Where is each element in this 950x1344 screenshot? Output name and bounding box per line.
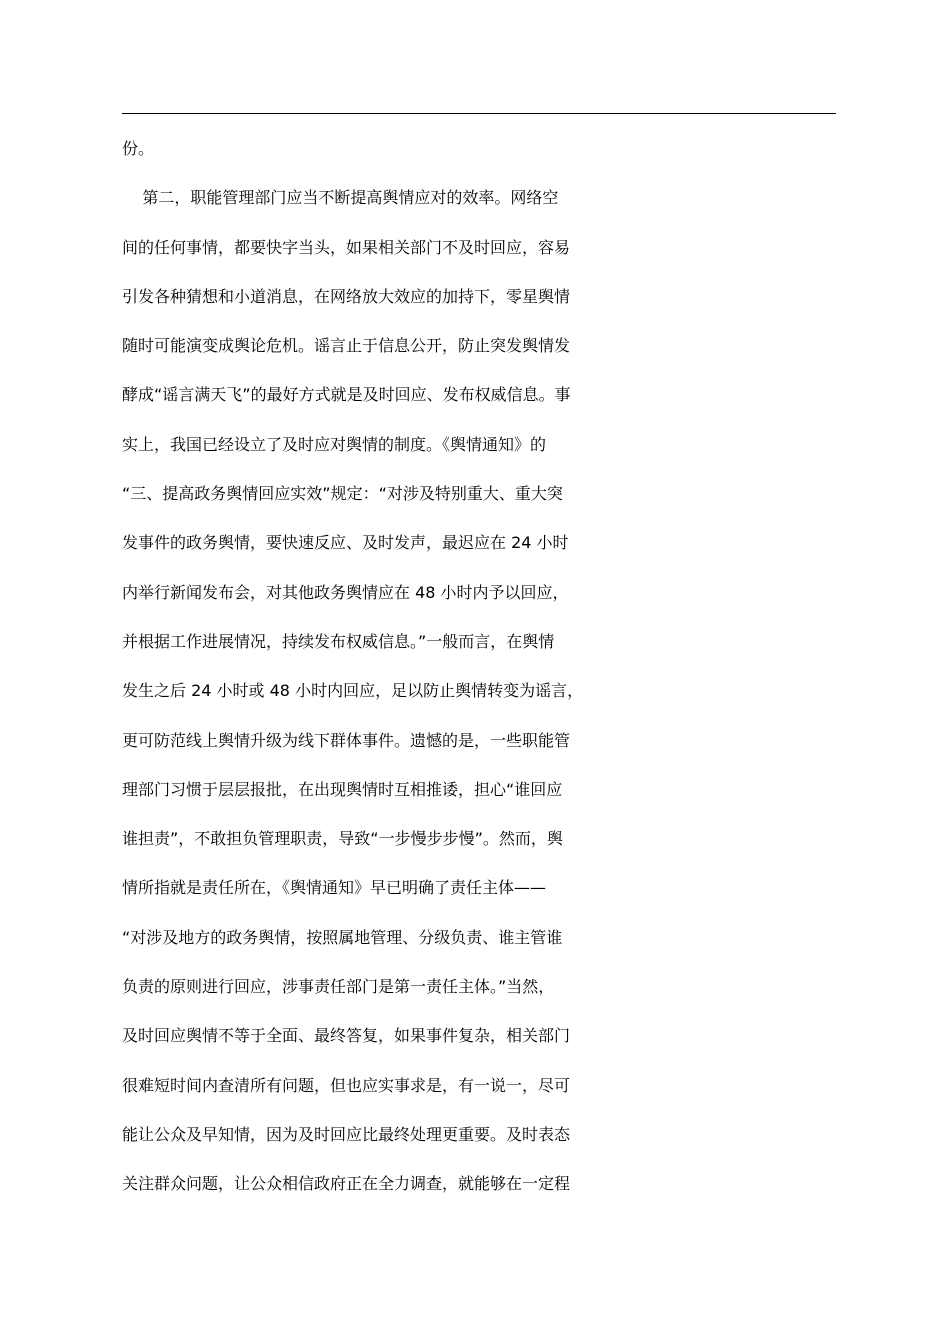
text-line: 实上，我国已经设立了及时应对舆情的制度。《舆情通知》的 [122,434,547,454]
text-line: 随时可能演变成舆论危机。谣言止于信息公开，防止突发舆情发 [122,336,571,356]
text-line: 并根据工作进展情况，持续发布权威信息。”一般而言，在舆情 [122,631,555,651]
text-line: 内举行新闻发布会，对其他政务舆情应在 48 小时内予以回应， [122,582,569,602]
body-text [122,124,842,1209]
text-line: 很难短时间内查清所有问题，但也应实事求是，有一说一，尽可 [122,1075,571,1095]
text-line: 理部门习惯于层层报批，在出现舆情时互相推诿，担心“谁回应 [122,779,563,799]
text-line: 份。 [122,139,155,158]
text-line: 引发各种猜想和小道消息，在网络放大效应的加持下，零星舆情 [122,286,571,306]
text-line: 更可防范线上舆情升级为线下群体事件。遗憾的是，一些职能管 [122,730,571,750]
text-line: 及时回应舆情不等于全面、最终答复，如果事件复杂，相关部门 [122,1026,571,1046]
text-line: 能让公众及早知情，因为及时回应比最终处理更重要。及时表态 [122,1124,571,1144]
header-rule [122,113,836,114]
text-line: 谁担责”，不敢担负管理职责，导致“一步慢步步慢”。然而，舆 [122,829,563,849]
text-line: 酵成“谣言满天飞”的最好方式就是及时回应、发布权威信息。事 [122,385,571,405]
text-line: “三、提高政务舆情回应实效”规定：“对涉及特别重大、重大突 [122,484,563,504]
text-line: 负责的原则进行回应，涉事责任部门是第一责任主体。”当然， [122,977,555,997]
text-line: 间的任何事情，都要快字当头，如果相关部门不及时回应，容易 [122,237,571,257]
text-line: 第二，职能管理部门应当不断提高舆情应对的效率。网络空 [122,188,559,208]
text-line: “对涉及地方的政务舆情，按照属地管理、分级负责、谁主管谁 [122,927,563,947]
text-line: 情所指就是责任所在，《舆情通知》早已明确了责任主体—— [122,878,547,898]
text-line: 发生之后 24 小时或 48 小时内回应，足以防止舆情转变为谣言， [122,681,584,701]
text-line: 关注群众问题，让公众相信政府正在全力调查，就能够在一定程 [122,1174,571,1194]
text-line: 发事件的政务舆情，要快速反应、及时发声，最迟应在 24 小时 [122,533,569,553]
